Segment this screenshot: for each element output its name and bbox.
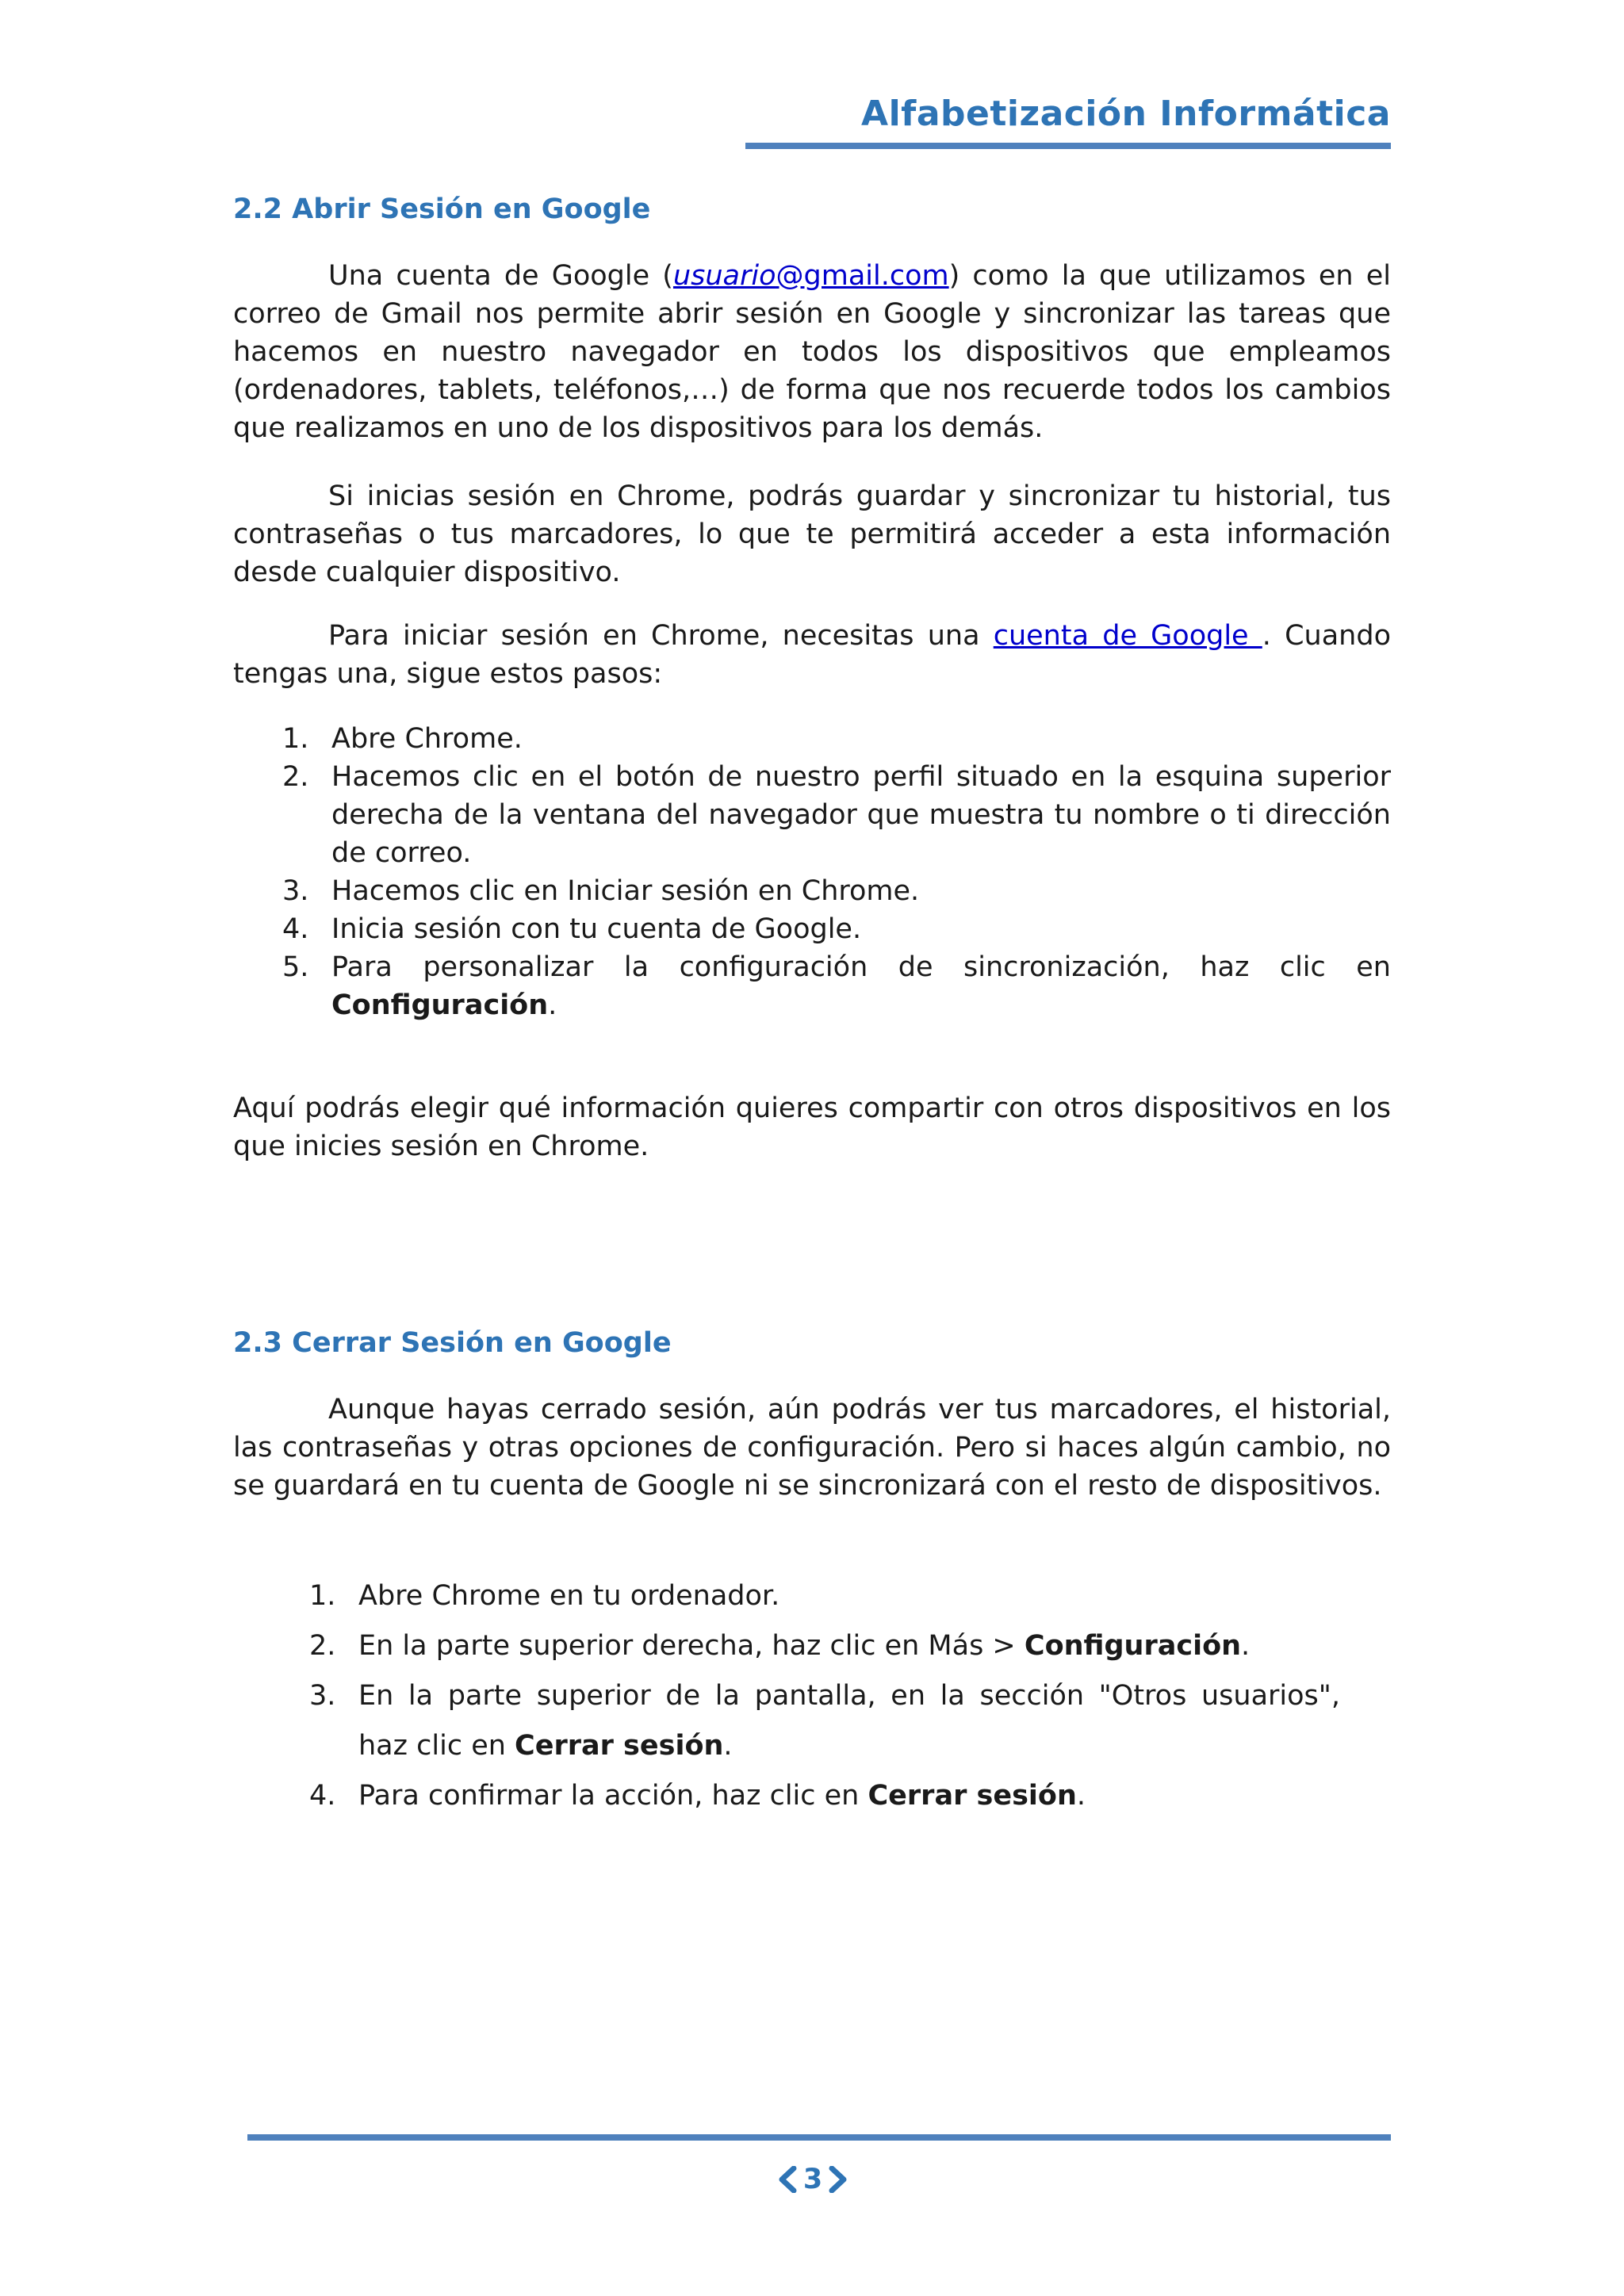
list-item: [282, 872, 1391, 910]
list-item: [282, 720, 1391, 758]
footer-rule: [247, 2134, 1391, 2141]
document-header-title: Alfabetización Informática: [861, 94, 1391, 134]
email-domain-link[interactable]: @gmail.com: [776, 260, 949, 292]
list-number: 3.: [309, 1680, 336, 1712]
page-number: 3: [802, 2164, 823, 2195]
list-number: 1.: [309, 1580, 336, 1612]
list-item: [282, 948, 1391, 1024]
bold-term: Configuración: [331, 989, 549, 1021]
paragraph-google-account: [233, 257, 1391, 447]
sign-out-steps-list: [309, 1571, 1340, 1821]
text-run: .: [1076, 1780, 1086, 1812]
list-text: En la parte superior de la pantalla, en la sección "Otros usuarios",: [358, 1680, 1340, 1712]
bold-term: Cerrar sesión: [515, 1730, 724, 1762]
email-user-link[interactable]: usuario: [672, 260, 776, 292]
paragraph-sign-out-info: Aunque hayas cerrado sesión, aún podrás ver tus marcadores, el historial, las contraseñas y otras opciones de configuración. Pero si haces algún cambio, no se guardará en tu cuenta de Google ni se sincronizará con el resto de dispositivos.: [233, 1394, 1391, 1502]
list-text: Abre Chrome en tu ordenador.: [358, 1580, 780, 1612]
list-number: 5.: [282, 951, 309, 983]
bold-term: Cerrar sesión: [868, 1780, 1077, 1812]
section-heading-2-2: 2.2 Abrir Sesión en Google: [233, 193, 651, 225]
list-text: Hacemos clic en el botón de nuestro perfil situado en la esquina superior derecha de la ventana del navegador que muestra tu nombre o ti dirección de correo.: [331, 761, 1391, 869]
text-run: ) como la que utilizamos en el correo de Gmail nos permite abrir sesión en Google y sincronizar las tareas que hacemos en nuestro navegador en todos los dispositivos que empleamos (ordenadores, tablets, teléfonos,…) de forma que nos recuerde todos los cambios que realizamos en uno de los dispositivos para los demás.: [233, 260, 1391, 444]
paragraph-chrome-sync: Si inicias sesión en Chrome, podrás guardar y sincronizar tu historial, tus contraseñas o tus marcadores, lo que te permitirá acceder a esta información desde cualquier dispositivo.: [233, 480, 1391, 588]
list-item: [282, 758, 1391, 872]
list-text: Para personalizar la configuración de sincronización, haz clic en: [331, 951, 1391, 983]
list-item: [309, 1671, 1340, 1771]
list-text: Para confirmar la acción, haz clic en: [358, 1780, 868, 1812]
text-run: . Cuando tengas una, sigue estos pasos:: [233, 620, 1391, 690]
list-number: 4.: [282, 913, 309, 945]
section-heading-2-3: 2.3 Cerrar Sesión en Google: [233, 1327, 672, 1359]
chevron-left-icon: [778, 2166, 797, 2193]
list-number: 4.: [309, 1780, 336, 1812]
list-text: Hacemos clic en Iniciar sesión en Chrome.: [331, 875, 920, 907]
text-run: .: [548, 989, 557, 1021]
header-rule: [745, 143, 1391, 149]
paragraph-share-info: Aquí podrás elegir qué información quieres compartir con otros dispositivos en los que inicies sesión en Chrome.: [233, 1093, 1391, 1162]
list-number: 1.: [282, 723, 309, 755]
list-number: 3.: [282, 875, 309, 907]
list-text: Abre Chrome.: [331, 723, 523, 755]
list-item: [309, 1621, 1340, 1671]
list-item: [309, 1571, 1340, 1621]
bold-term: Configuración: [1024, 1630, 1242, 1662]
list-text: En la parte superior derecha, haz clic en Más >: [358, 1630, 1025, 1662]
list-number: 2.: [309, 1630, 336, 1662]
list-text: Inicia sesión con tu cuenta de Google.: [331, 913, 862, 945]
text-run: .: [723, 1730, 733, 1762]
paragraph-sign-in-intro: [233, 617, 1391, 693]
text-run: .: [1241, 1630, 1251, 1662]
list-item: [309, 1771, 1340, 1821]
text-run: Una cuenta de Google (: [328, 260, 673, 292]
google-account-link[interactable]: cuenta de Google: [993, 620, 1262, 652]
list-text: haz clic en: [358, 1730, 515, 1762]
page-number-indicator: [769, 2158, 856, 2201]
sign-in-steps-list: [282, 720, 1391, 1024]
list-number: 2.: [282, 761, 309, 793]
list-item: [282, 910, 1391, 948]
text-run: Para iniciar sesión en Chrome, necesitas una: [328, 620, 994, 652]
chevron-right-icon: [829, 2166, 848, 2193]
